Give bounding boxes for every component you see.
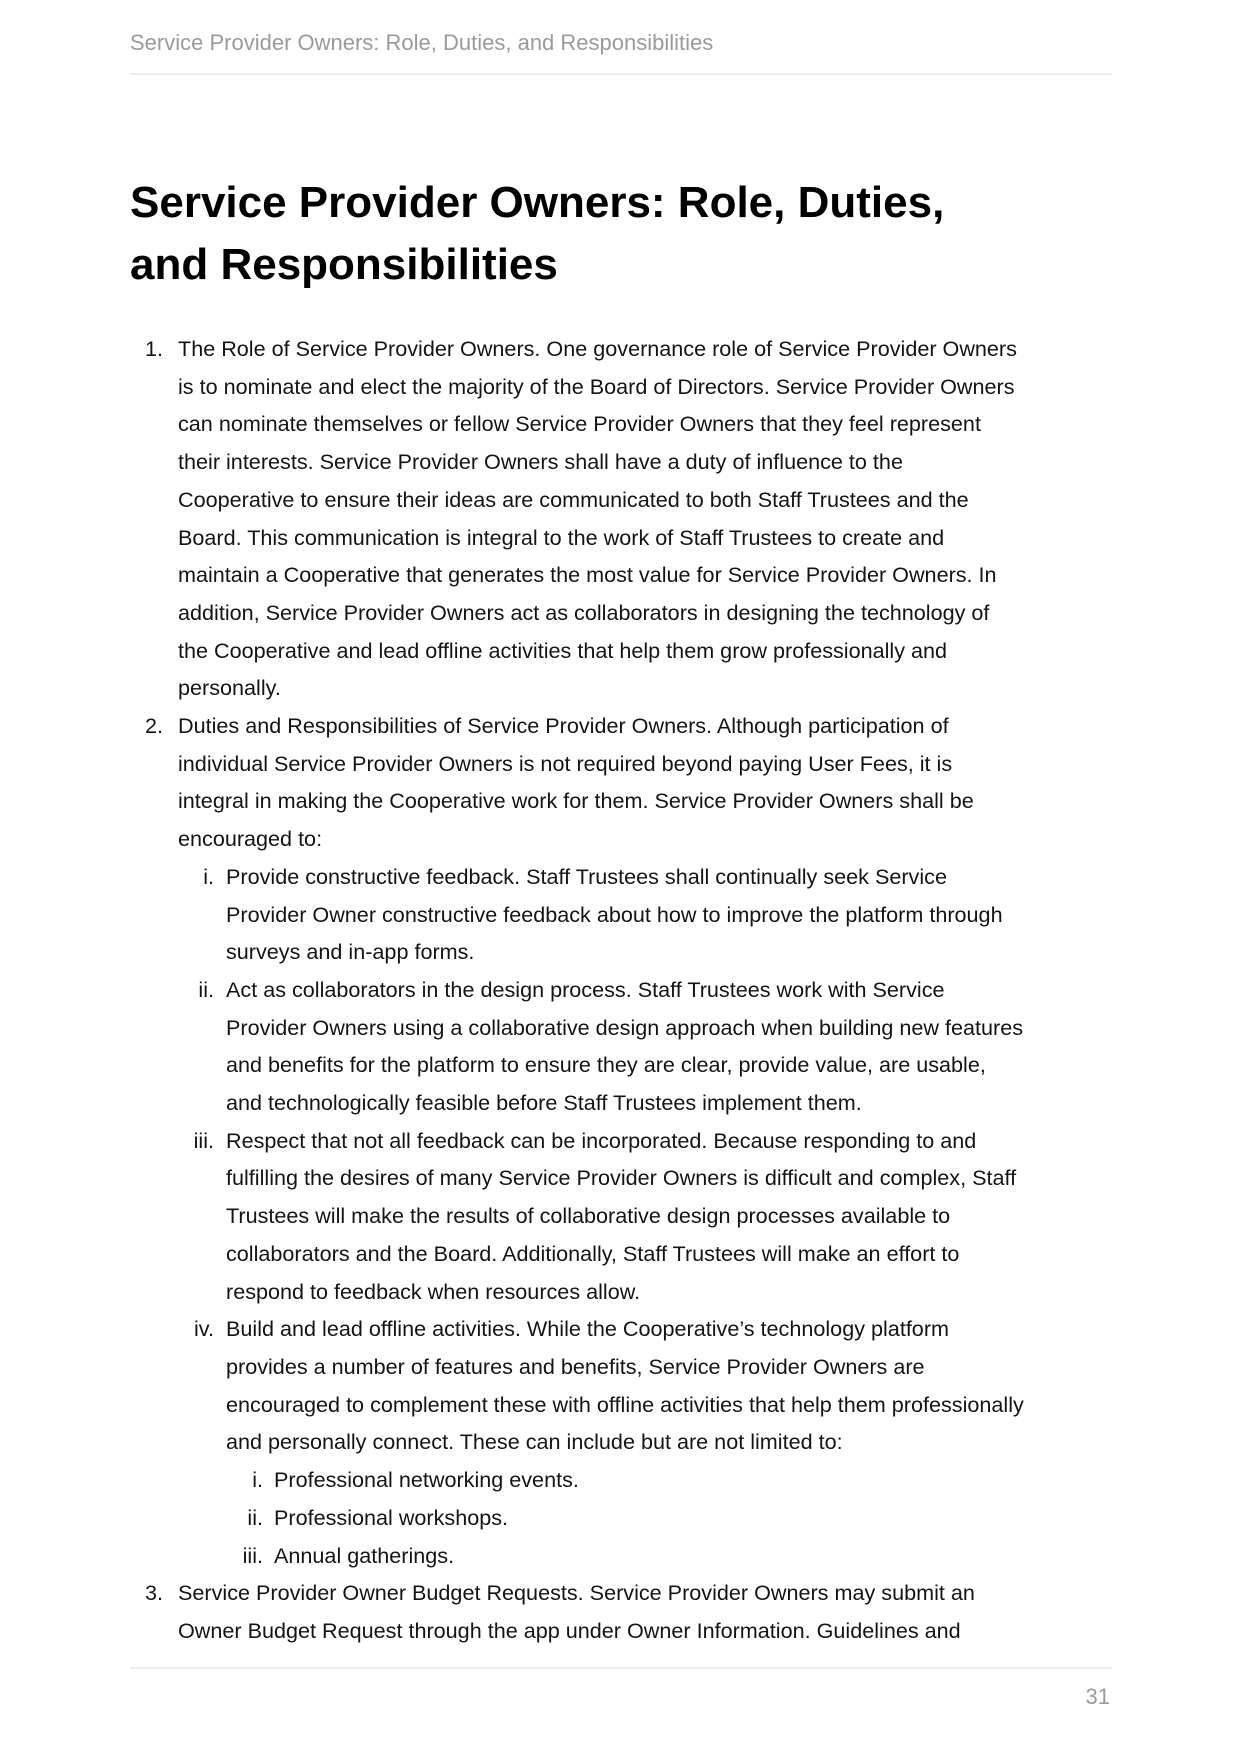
text-line: respond to feedback when resources allow. — [226, 1278, 641, 1304]
sub-item-respect — [0, 1122, 1239, 1311]
text-line: Cooperative to ensure their ideas are communicated to both Staff Trustees and the — [178, 486, 969, 512]
list-marker: ii. — [198, 976, 214, 1002]
text-line: The Role of Service Provider Owners. One governance role of Service Provider Owners — [178, 336, 1017, 361]
list-marker: iii. — [193, 1127, 214, 1153]
list-item-budget — [0, 1574, 1239, 1649]
text-line: encouraged to: — [178, 826, 323, 852]
text-line: addition, Service Provider Owners act as collaborators in designing the technology of — [178, 599, 990, 625]
text-line: maintain a Cooperative that generates the most value for Service Provider Owners. In — [178, 562, 997, 588]
running-header: Service Provider Owners: Role, Duties, and Responsibilities — [130, 30, 714, 55]
text-line: Service Provider Owner Budget Requests. Service Provider Owners may submit an — [178, 1580, 975, 1606]
text-line: Owner Budget Request through the app under Owner Information. Guidelines and — [178, 1617, 961, 1643]
list-marker: i. — [203, 863, 214, 889]
text-line: personally. — [178, 675, 281, 701]
list-marker: 2. — [145, 713, 164, 739]
text-line: Provider Owner constructive feedback about how to improve the platform through — [226, 901, 1003, 927]
text-line: Annual gatherings. — [274, 1542, 455, 1568]
text-line: and personally connect. These can include but are not limited to: — [226, 1429, 843, 1455]
list-marker: ii. — [247, 1504, 263, 1530]
text-line: Build and lead offline activities. While the Cooperative’s technology platform — [226, 1316, 950, 1342]
list-marker: i. — [252, 1467, 263, 1493]
text-line: Act as collaborators in the design process. Staff Trustees work with Service — [226, 976, 945, 1002]
sub-item-feedback — [0, 858, 1239, 971]
page-title-line: and Responsibilities — [130, 240, 558, 289]
sub-sub-item-workshops — [0, 1499, 1239, 1537]
text-line: provides a number of features and benefits, Service Provider Owners are — [226, 1353, 925, 1379]
text-line: Board. This communication is integral to the work of Staff Trustees to create and — [178, 524, 945, 550]
text-line: encouraged to complement these with offline activities that help them professionally — [226, 1391, 1024, 1417]
list-item-duties — [0, 707, 1239, 858]
text-line: can nominate themselves or fellow Service Provider Owners that they feel represent — [178, 411, 981, 437]
header-divider — [130, 73, 1112, 75]
sub-sub-item-gatherings — [0, 1537, 1239, 1575]
text-line: Professional networking events. — [274, 1467, 579, 1493]
text-line: the Cooperative and lead offline activities that help them grow professionally and — [178, 637, 948, 663]
text-line: their interests. Service Provider Owners shall have a duty of influence to the — [178, 449, 903, 475]
text-line: and technologically feasible before Staff Trustees implement them. — [226, 1090, 862, 1116]
text-line: is to nominate and elect the majority of the Board of Directors. Service Provider Owners — [178, 373, 1015, 399]
page-title-line: Service Provider Owners: Role, Duties, — [130, 178, 945, 227]
text-line: integral in making the Cooperative work for them. Service Provider Owners shall be — [178, 788, 974, 814]
page-title — [130, 172, 944, 296]
page-number: 31 — [1085, 1684, 1110, 1709]
list-marker: 1. — [145, 336, 164, 361]
text-line: individual Service Provider Owners is not required beyond paying User Fees, it is — [178, 750, 953, 776]
text-line: Provider Owners using a collaborative design approach when building new features — [226, 1014, 1024, 1040]
sub-sub-item-networking — [0, 1461, 1239, 1499]
sub-item-offline — [0, 1310, 1239, 1461]
text-line: Trustees will make the results of collaborative design processes available to — [226, 1203, 951, 1229]
text-line: Respect that not all feedback can be incorporated. Because responding to and — [226, 1127, 977, 1153]
text-line: collaborators and the Board. Additionally, Staff Trustees will make an effort to — [226, 1240, 960, 1266]
list-marker: iii. — [242, 1542, 263, 1568]
sub-item-collaborators — [0, 971, 1239, 1122]
list-marker: 3. — [145, 1580, 164, 1606]
text-line: surveys and in-app forms. — [226, 939, 475, 965]
document-body — [0, 330, 1239, 1650]
text-line: fulfilling the desires of many Service Provider Owners is difficult and complex, Staff — [226, 1165, 1017, 1191]
list-item-role — [0, 330, 1239, 707]
text-line: Provide constructive feedback. Staff Trustees shall continually seek Service — [226, 863, 947, 889]
text-line: Duties and Responsibilities of Service Provider Owners. Although participation of — [178, 713, 949, 739]
list-marker: iv. — [194, 1316, 214, 1342]
text-line: and benefits for the platform to ensure they are clear, provide value, are usable, — [226, 1052, 986, 1078]
footer-divider — [130, 1667, 1112, 1669]
text-line: Professional workshops. — [274, 1504, 509, 1530]
